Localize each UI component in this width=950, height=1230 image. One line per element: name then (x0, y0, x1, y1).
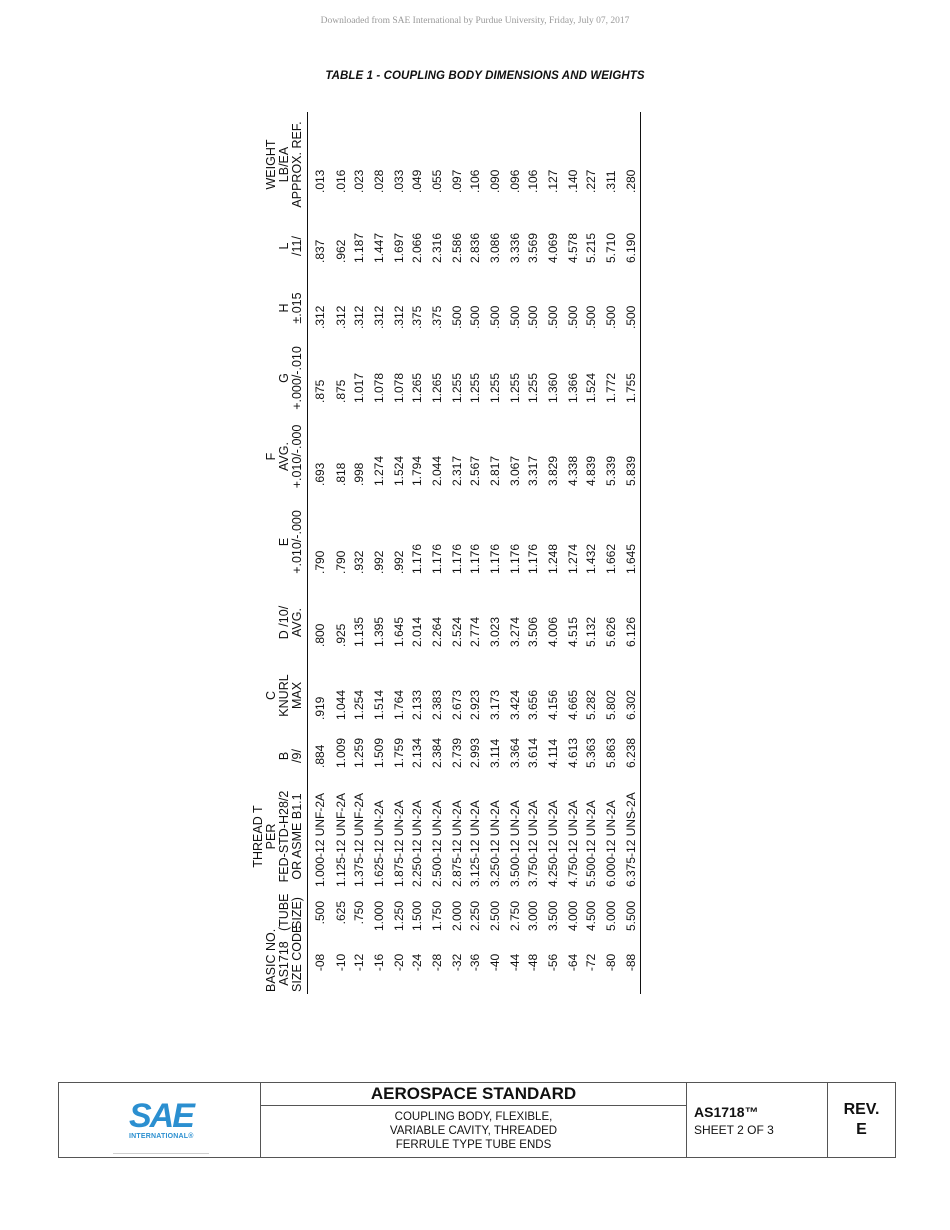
cell-dim-g: 1.255 (508, 372, 522, 403)
column-header-line: +.010/-.000 (290, 424, 304, 489)
cell-dim-h: .500 (508, 305, 522, 329)
cell-dim-c: 4.156 (546, 689, 560, 720)
cell-dim-b: 4.613 (566, 737, 580, 768)
cell-dim-e: 1.176 (468, 543, 482, 574)
cell-weight: .280 (622, 112, 641, 217)
cell-dim-f: 4.839 (584, 455, 598, 486)
cell-dim-d: .800 (313, 623, 327, 647)
column-header-line: WEIGHT (264, 139, 278, 190)
table-row (448, 112, 466, 994)
cell-size-code: -72 (584, 953, 598, 972)
table-row (308, 112, 333, 994)
table-row (564, 112, 582, 994)
table-row (506, 112, 524, 994)
cell-size-code: -56 (546, 953, 560, 972)
cell-dim-d: 1.645 (392, 616, 406, 647)
cell-dim-g: 1.366 (566, 372, 580, 403)
cell-size-code: -32 (450, 953, 464, 972)
cell-dim-c: 2.923 (468, 689, 482, 720)
cell-dim-l: 5.215 (584, 232, 598, 263)
cell-dim-h: .500 (450, 305, 464, 329)
cell-dim-b: 1.759 (392, 737, 406, 768)
cell-size-code: -08 (313, 953, 327, 972)
cell-dim-c: 3.173 (488, 689, 502, 720)
cell-dim-f: 2.317 (450, 455, 464, 486)
cell-dim-f: 3.317 (526, 455, 540, 486)
cell-size-code: -20 (392, 953, 406, 972)
cell-thread: 3.750-12 UN-2A (526, 800, 540, 887)
column-header-line: FED-STD-H28/2 (277, 790, 291, 883)
sae-logo-icon: SAE (129, 1097, 193, 1135)
cell-dim-b: 1.509 (372, 737, 386, 768)
standard-heading: AEROSPACE STANDARD (261, 1083, 686, 1106)
cell-dim-l: 4.069 (546, 232, 560, 263)
column-header-thread (220, 780, 308, 893)
cell-dim-l: 1.697 (392, 232, 406, 263)
column-header-dim-d (220, 586, 308, 659)
cell-dim-b: 1.009 (334, 737, 348, 768)
cell-weight: .106 (468, 169, 482, 193)
column-header-line: D /10/ (277, 605, 291, 640)
column-header-line: BASIC NO. (264, 928, 278, 992)
cell-dim-l: .837 (313, 239, 327, 263)
cell-dim-c: 2.383 (430, 689, 444, 720)
column-header-line: E (277, 537, 291, 547)
revision-label: REV. (843, 1101, 880, 1118)
cell-tube-size: .500 (313, 901, 327, 925)
column-header-line: G (277, 373, 291, 383)
cell-dim-b: 6.238 (622, 732, 641, 780)
cell-dim-h: .375 (410, 305, 424, 329)
revision-cell (828, 1083, 895, 1157)
cell-weight: .096 (508, 169, 522, 193)
cell-weight: .227 (584, 169, 598, 193)
table-row (582, 112, 600, 994)
cell-weight: .090 (488, 169, 502, 193)
download-watermark: Downloaded from SAE International by Purdue University, Friday, July 07, 2017 (320, 16, 630, 26)
cell-thread: 1.625-12 UN-2A (372, 800, 386, 887)
cell-tube-size: 1.000 (372, 900, 386, 931)
cell-thread: 6.000-12 UN-2A (604, 800, 618, 887)
table-row (368, 112, 390, 994)
cell-dim-h: .500 (584, 305, 598, 329)
cell-dim-l: 4.578 (566, 232, 580, 263)
cell-dim-c: 1.514 (372, 689, 386, 720)
cell-dim-c: 2.133 (410, 689, 424, 720)
cell-dim-f: 3.067 (508, 455, 522, 486)
cell-tube-size: 4.500 (584, 900, 598, 931)
cell-thread: 6.375-12 UNS-2A (622, 780, 641, 893)
column-header-weight (220, 112, 308, 217)
column-header-line: +.010/-.000 (290, 510, 304, 574)
cell-thread: 2.875-12 UN-2A (450, 800, 464, 887)
column-header-line: +.000/-.010 (290, 346, 304, 410)
cell-dim-l: 1.447 (372, 232, 386, 263)
rotated-table-wrapper (220, 112, 725, 994)
cell-dim-e: 1.248 (546, 543, 560, 574)
cell-tube-size: 1.500 (410, 900, 424, 931)
description-line: FERRULE TYPE TUBE ENDS (395, 1139, 552, 1151)
column-header-line: APPROX. REF. (290, 121, 304, 208)
cell-weight: .311 (604, 170, 618, 193)
title-block (58, 1082, 896, 1158)
cell-dim-g: 1.078 (372, 372, 386, 403)
cell-dim-b: 5.863 (604, 737, 618, 768)
table-title: TABLE 1 - COUPLING BODY DIMENSIONS AND WEIGHTS (325, 70, 645, 82)
column-header-size-code (220, 924, 308, 994)
cell-dim-g: 1.265 (410, 372, 424, 403)
cell-dim-e: .932 (352, 550, 366, 574)
cell-dim-h: .500 (526, 305, 540, 329)
cell-dim-e: .992 (392, 550, 406, 574)
column-header-line: PER (264, 823, 278, 850)
cell-thread: 1.125-12 UNF-2A (334, 792, 348, 887)
sae-logo-cell (59, 1083, 261, 1157)
column-header-line: ±.015 (290, 292, 304, 324)
cell-weight: .140 (566, 169, 580, 193)
cell-tube-size: .625 (334, 901, 348, 925)
cell-dim-h: .312 (313, 305, 327, 329)
description-line: COUPLING BODY, FLEXIBLE, (394, 1111, 553, 1123)
cell-dim-f: 1.274 (372, 455, 386, 486)
cell-size-code: -12 (352, 953, 366, 972)
cell-dim-d: 4.515 (566, 616, 580, 647)
cell-dim-g: 1.755 (622, 341, 641, 415)
cell-dim-l: 3.569 (526, 232, 540, 263)
column-header-dim-h (220, 275, 308, 341)
cell-size-code: -80 (604, 953, 618, 972)
column-header-dim-l (220, 217, 308, 275)
cell-weight: .013 (313, 169, 327, 193)
cell-dim-e: 1.176 (488, 543, 502, 574)
cell-thread: 3.125-12 UN-2A (468, 800, 482, 887)
cell-dim-g: .875 (313, 379, 327, 403)
cell-dim-f: 3.829 (546, 455, 560, 486)
cell-dim-b: 3.364 (508, 737, 522, 768)
cell-dim-d: 5.626 (604, 616, 618, 647)
cell-dim-e: 1.176 (508, 543, 522, 574)
cell-thread: 1.000-12 UNF-2A (313, 792, 327, 887)
column-header-line: C (264, 690, 278, 701)
cell-dim-g: 1.255 (468, 372, 482, 403)
cell-dim-c: 5.282 (584, 689, 598, 720)
column-header-line: SIZE) (290, 897, 304, 929)
cell-dim-b: 3.614 (526, 737, 540, 768)
cell-dim-e: .790 (313, 550, 327, 574)
cell-dim-g: .875 (334, 379, 348, 403)
cell-tube-size: 2.250 (468, 900, 482, 931)
table-header-row (220, 112, 308, 994)
cell-dim-f: 1.524 (392, 455, 406, 486)
cell-dim-h: .500 (468, 305, 482, 329)
description-line: VARIABLE CAVITY, THREADED (389, 1125, 558, 1137)
cell-weight: .016 (334, 169, 348, 193)
cell-dim-d: 2.264 (430, 616, 444, 647)
cell-dim-e: 1.432 (584, 543, 598, 574)
column-header-dim-b (220, 732, 308, 780)
cell-dim-c: 1.254 (352, 689, 366, 720)
cell-dim-f: 2.817 (488, 455, 502, 486)
cell-tube-size: 2.000 (450, 900, 464, 931)
cell-tube-size: 3.500 (546, 900, 560, 931)
cell-dim-e: 1.176 (526, 543, 540, 574)
cell-dim-b: 4.114 (546, 738, 560, 768)
cell-dim-e: 1.274 (566, 543, 580, 574)
cell-dim-c: .919 (313, 696, 327, 720)
column-header-line: AS1718 (277, 941, 291, 986)
cell-dim-e: 1.176 (430, 543, 444, 574)
cell-dim-l: 2.836 (468, 232, 482, 263)
sae-logo-subtitle: INTERNATIONAL® (129, 1133, 194, 1140)
cell-size-code: -28 (430, 953, 444, 972)
cell-tube-size: .750 (352, 901, 366, 925)
cell-tube-size: 4.000 (566, 900, 580, 931)
cell-dim-f: 1.794 (410, 455, 424, 486)
column-header-line: AVG. (290, 608, 304, 637)
cell-dim-e: 1.176 (410, 543, 424, 574)
cell-dim-l: 5.710 (604, 232, 618, 263)
cell-dim-g: 1.255 (450, 372, 464, 403)
cell-dim-d: .925 (334, 623, 348, 647)
cell-dim-d: 2.014 (410, 616, 424, 647)
cell-dim-h: .500 (566, 305, 580, 329)
cell-tube-size: 3.000 (526, 900, 540, 931)
cell-weight: .033 (392, 169, 406, 193)
cell-dim-b: 2.134 (410, 737, 424, 768)
cell-dim-e: 1.662 (604, 543, 618, 574)
cell-dim-d: 1.135 (352, 616, 366, 647)
cell-dim-d: 3.023 (488, 616, 502, 647)
cell-thread: 1.375-12 UNF-2A (352, 792, 366, 887)
cell-weight: .127 (546, 169, 560, 193)
cell-dim-h: .375 (430, 305, 444, 329)
cell-dim-c: 1.044 (334, 689, 348, 720)
cell-size-code: -64 (566, 953, 580, 972)
table-row (600, 112, 622, 994)
column-header-line: SIZE CODE (290, 924, 304, 992)
cell-dim-g: 1.017 (352, 372, 366, 403)
cell-dim-h: .312 (352, 305, 366, 329)
cell-dim-c: 5.802 (604, 689, 618, 720)
cell-weight: .023 (352, 169, 366, 193)
cell-dim-g: 1.265 (430, 372, 444, 403)
cell-size-code: -24 (410, 953, 424, 972)
cell-dim-g: 1.360 (546, 372, 560, 403)
column-header-line: AVG. (277, 442, 291, 471)
column-header-line: OR ASME B1.1 (290, 793, 304, 880)
cell-dim-f: .818 (334, 462, 348, 486)
cell-dim-l: 2.586 (450, 232, 464, 263)
cell-dim-c: 2.673 (450, 689, 464, 720)
cell-dim-l: 2.316 (430, 232, 444, 263)
cell-dim-l: .962 (334, 239, 348, 263)
cell-dim-f: .693 (313, 462, 327, 486)
cell-dim-g: 1.255 (488, 372, 502, 403)
cell-dim-d: 6.126 (622, 586, 641, 659)
cell-dim-g: 1.078 (392, 372, 406, 403)
table-row (542, 112, 564, 994)
cell-tube-size: 1.750 (430, 900, 444, 931)
cell-dim-f: 4.338 (566, 455, 580, 486)
cell-size-code: -36 (468, 953, 482, 972)
cell-weight: .049 (410, 169, 424, 193)
cell-dim-h: .312 (392, 305, 406, 329)
cell-thread: 3.500-12 UN-2A (508, 800, 522, 887)
column-header-line: F (264, 452, 278, 461)
cell-dim-c: 1.764 (392, 689, 406, 720)
cell-weight: .055 (430, 169, 444, 193)
column-header-line: (TUBE (277, 893, 291, 931)
document-number: AS1718™ (694, 1104, 759, 1120)
cell-dim-b: 5.363 (584, 737, 598, 768)
cell-weight: .097 (450, 169, 464, 193)
column-header-dim-c (220, 659, 308, 732)
cell-thread: 4.250-12 UN-2A (546, 800, 560, 887)
table-row (332, 112, 350, 994)
cell-dim-l: 2.066 (410, 232, 424, 263)
cell-dim-h: .500 (622, 275, 641, 341)
cell-dim-c: 6.302 (622, 659, 641, 732)
standard-description (261, 1106, 686, 1152)
dimensions-table (220, 112, 641, 994)
cell-thread: 4.750-12 UN-2A (566, 800, 580, 887)
cell-dim-b: 2.739 (450, 737, 464, 768)
cell-dim-h: .500 (604, 305, 618, 329)
cell-dim-b: 1.259 (352, 737, 366, 768)
cell-weight: .106 (526, 169, 540, 193)
cell-dim-d: 2.524 (450, 616, 464, 647)
cell-dim-d: 5.132 (584, 616, 598, 647)
cell-tube-size: 2.500 (488, 900, 502, 931)
cell-thread: 5.500-12 UN-2A (584, 800, 598, 887)
cell-dim-f: .998 (352, 462, 366, 486)
title-cell (261, 1083, 687, 1157)
column-header-line: MAX (290, 681, 304, 710)
column-header-line: /11/ (290, 236, 304, 256)
cell-dim-h: .500 (546, 305, 560, 329)
cell-dim-g: 1.524 (584, 372, 598, 403)
column-header-line: THREAD T (251, 805, 265, 868)
cell-thread: 3.250-12 UN-2A (488, 800, 502, 887)
cell-dim-h: .500 (488, 305, 502, 329)
table-row (350, 112, 368, 994)
cell-size-code: -40 (488, 953, 502, 972)
column-header-line: LB/EA (277, 146, 291, 183)
cell-dim-b: 2.993 (468, 737, 482, 768)
cell-dim-d: 4.006 (546, 616, 560, 647)
cell-dim-e: .790 (334, 550, 348, 574)
cell-dim-g: 1.772 (604, 372, 618, 403)
cell-dim-b: 2.384 (430, 737, 444, 768)
cell-dim-b: 3.114 (488, 738, 502, 768)
cell-thread: 2.500-12 UN-2A (430, 800, 444, 887)
cell-dim-f: 5.839 (622, 415, 641, 498)
cell-dim-f: 5.339 (604, 455, 618, 486)
cell-dim-f: 2.044 (430, 455, 444, 486)
cell-dim-l: 3.336 (508, 232, 522, 263)
cell-size-code: -44 (508, 953, 522, 972)
cell-dim-d: 3.506 (526, 616, 540, 647)
column-header-tube-size (220, 893, 308, 933)
cell-dim-d: 3.274 (508, 616, 522, 647)
revision-value: E (856, 1121, 867, 1138)
table-body (308, 112, 641, 994)
column-header-dim-f (220, 415, 308, 498)
cell-size-code: -10 (334, 953, 348, 972)
cell-dim-c: 3.424 (508, 689, 522, 720)
cell-dim-d: 2.774 (468, 616, 482, 647)
cell-size-code: -48 (526, 953, 540, 972)
cell-dim-e: 1.176 (450, 543, 464, 574)
cell-dim-l: 6.190 (622, 217, 641, 275)
document-number-cell (687, 1083, 828, 1157)
column-header-dim-g (220, 341, 308, 415)
cell-size-code: -16 (372, 953, 386, 972)
cell-tube-size: 2.750 (508, 900, 522, 931)
cell-weight: .028 (372, 169, 386, 193)
column-header-line: KNURL (277, 674, 291, 717)
logo-divider (113, 1153, 209, 1154)
cell-tube-size: 5.500 (622, 893, 641, 933)
cell-dim-l: 1.187 (352, 232, 366, 263)
table-row (524, 112, 542, 994)
table-row (426, 112, 448, 994)
cell-dim-h: .312 (372, 305, 386, 329)
cell-dim-d: 1.395 (372, 616, 386, 647)
cell-dim-c: 3.656 (526, 689, 540, 720)
cell-dim-g: 1.255 (526, 372, 540, 403)
column-header-line: L (277, 242, 291, 250)
cell-dim-h: .312 (334, 305, 348, 329)
cell-dim-l: 3.086 (488, 232, 502, 263)
cell-tube-size: 5.000 (604, 900, 618, 931)
cell-thread: 2.250-12 UN-2A (410, 800, 424, 887)
column-header-dim-e (220, 498, 308, 586)
cell-tube-size: 1.250 (392, 900, 406, 931)
table-row (408, 112, 426, 994)
cell-dim-e: .992 (372, 550, 386, 574)
cell-dim-e: 1.645 (622, 498, 641, 586)
column-header-line: /9/ (290, 749, 304, 763)
cell-dim-b: .884 (313, 744, 327, 768)
table-row (466, 112, 484, 994)
column-header-line: H (277, 303, 291, 313)
cell-dim-c: 4.665 (566, 689, 580, 720)
table-row (484, 112, 506, 994)
table-row (622, 112, 641, 994)
cell-dim-f: 2.567 (468, 455, 482, 486)
sheet-number: SHEET 2 OF 3 (694, 1123, 774, 1137)
table-row (390, 112, 408, 994)
cell-size-code: -88 (622, 933, 641, 994)
column-header-line: B (277, 751, 291, 761)
cell-thread: 1.875-12 UN-2A (392, 800, 406, 887)
